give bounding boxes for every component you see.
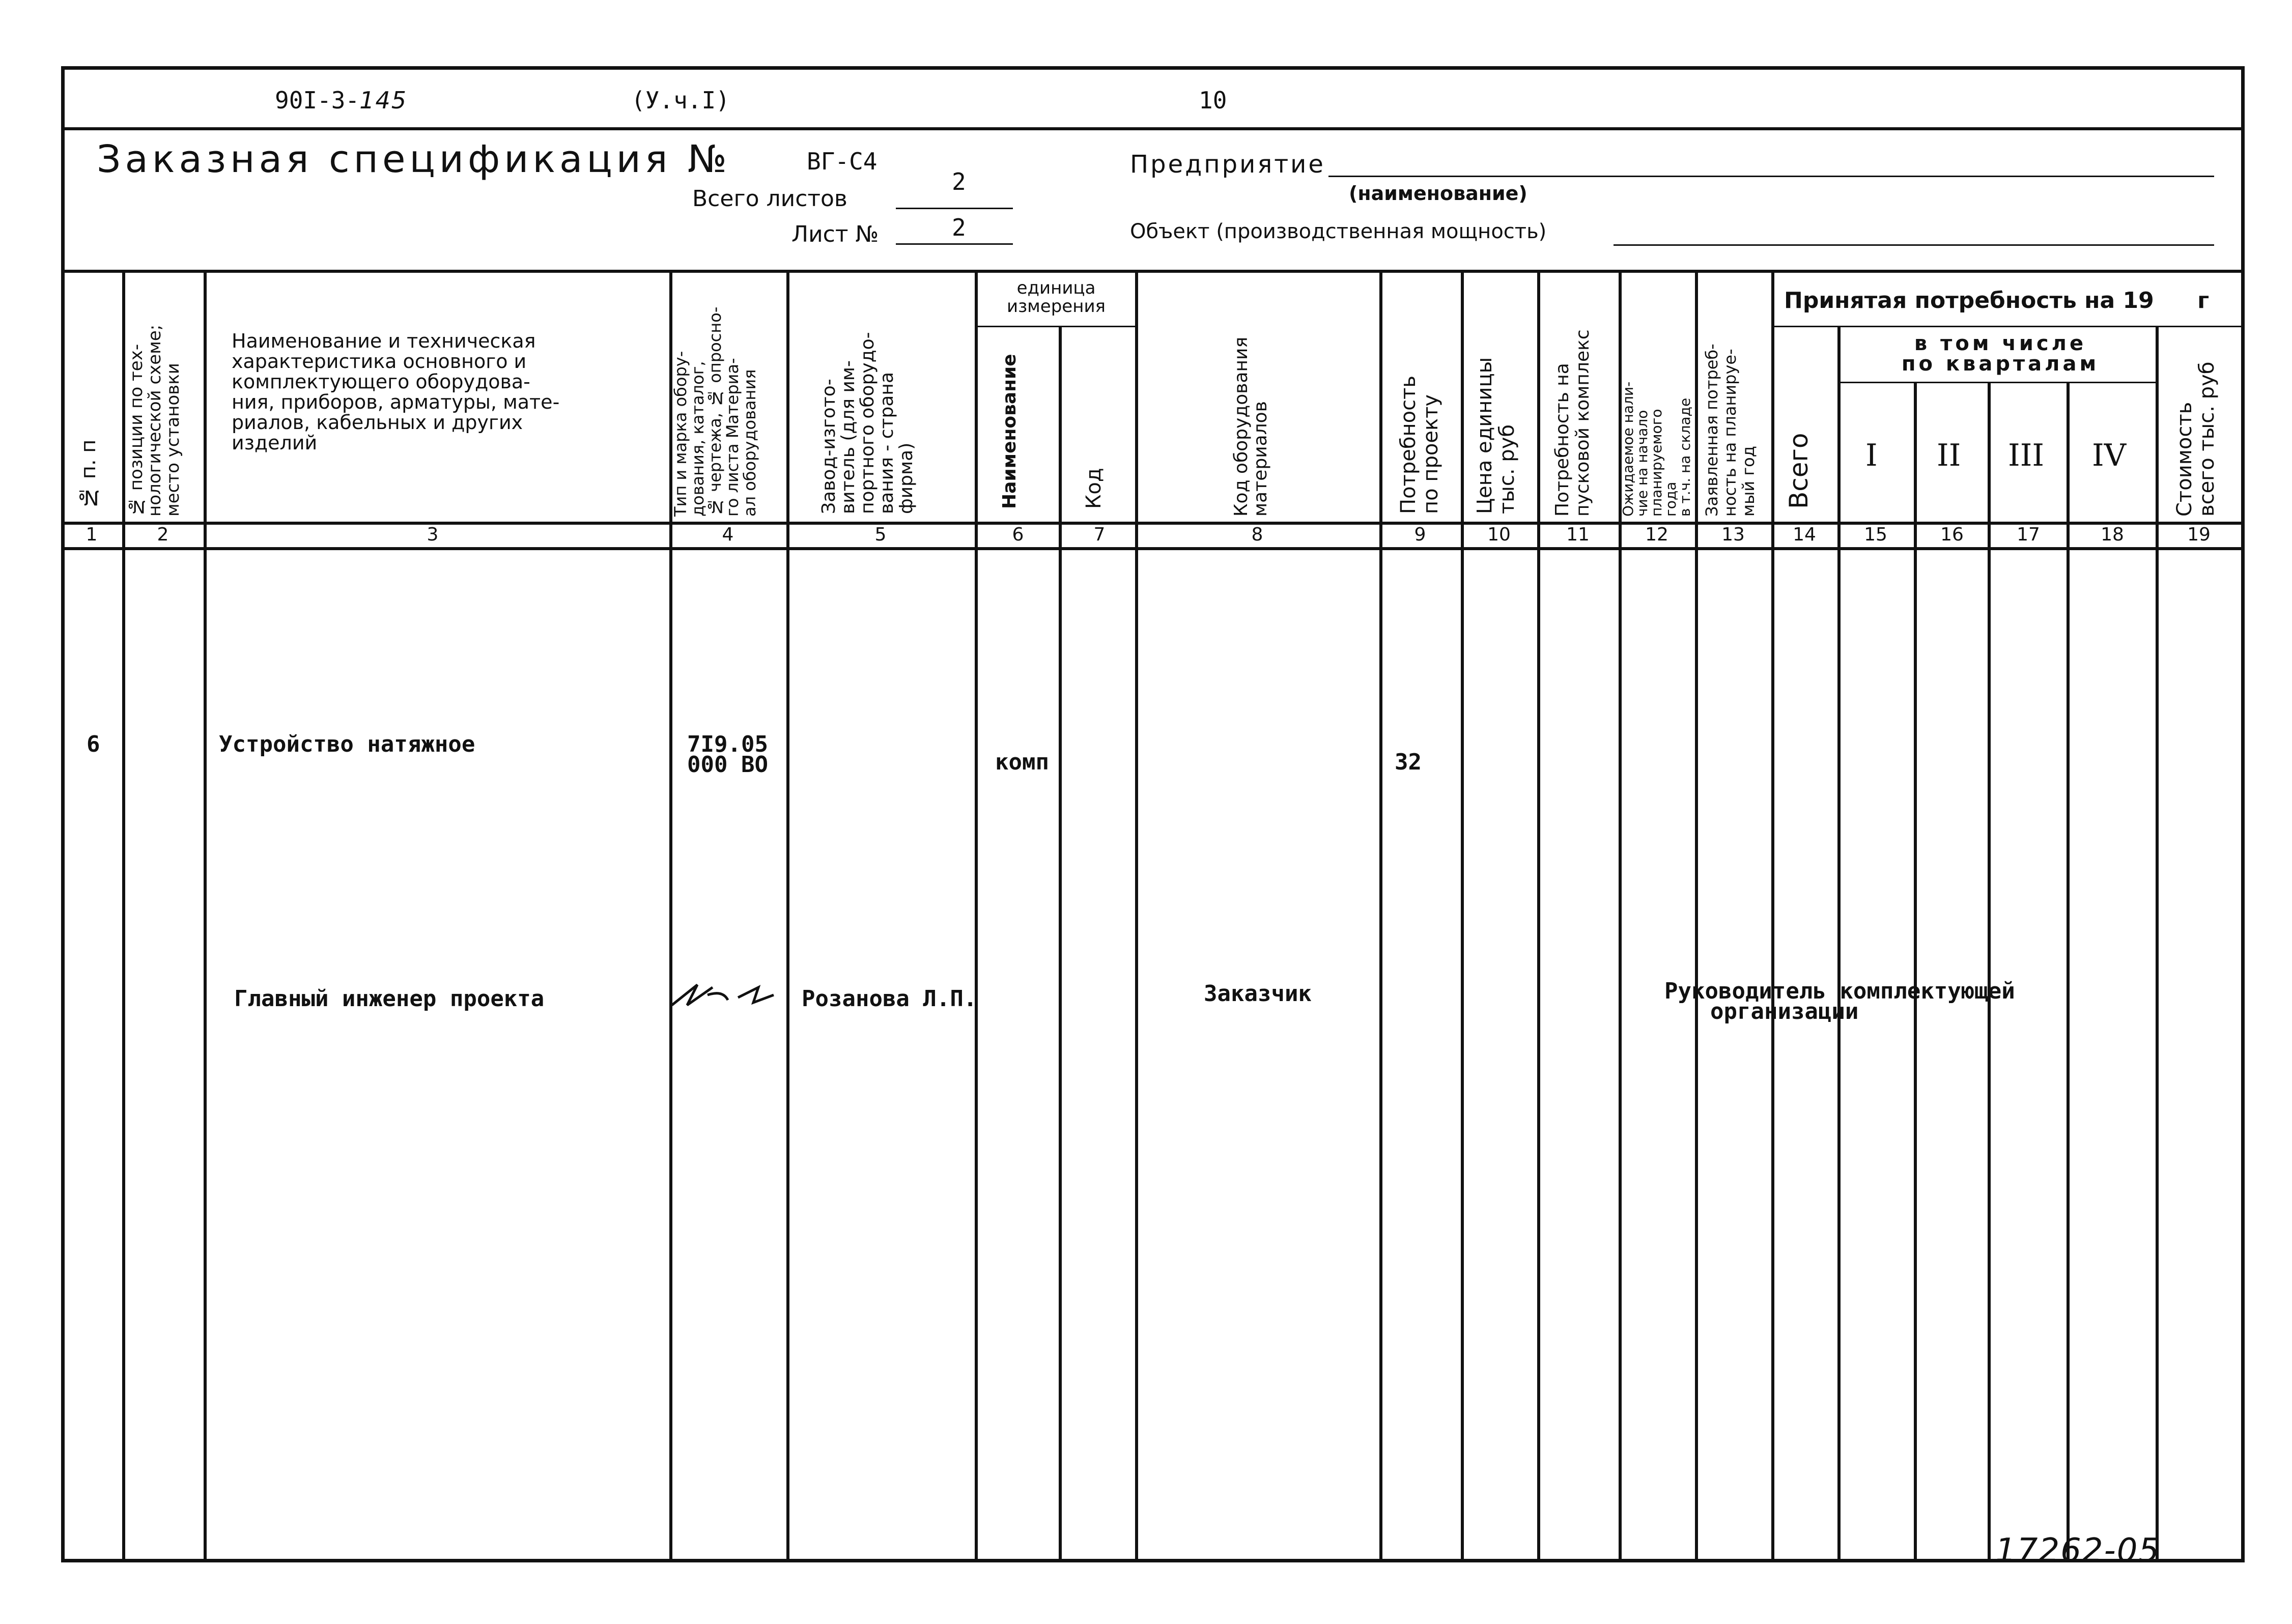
colnum-1: 1 <box>86 524 98 545</box>
colline-4 <box>786 270 789 1562</box>
sheet-value: 2 <box>952 214 966 241</box>
quarter-1-header: I <box>1865 438 1878 473</box>
quarters-group-header: в том числе по кварталам <box>1901 332 2100 376</box>
supplier-label-line1: Руководитель комплектующей <box>1664 978 2015 1004</box>
col-header-2: № позиции по тех- нологической схеме; место установки <box>126 324 183 517</box>
total-sheets-underline <box>896 208 1013 209</box>
colnum-3: 3 <box>427 524 439 545</box>
doc-code <box>275 87 407 114</box>
colnum-17: 17 <box>2017 524 2040 545</box>
rule-unit-group <box>975 326 1135 327</box>
colline-7 <box>1135 270 1138 1562</box>
quarter-4-header: IV <box>2092 438 2127 473</box>
rule-top-strip <box>61 127 2245 130</box>
sheet-label: Лист № <box>791 221 879 247</box>
colnum-11: 11 <box>1566 524 1590 545</box>
colline-8 <box>1379 270 1382 1562</box>
quarter-2-header: II <box>1937 438 1961 473</box>
colnum-16: 16 <box>1940 524 1964 545</box>
enterprise-underline <box>1328 176 2214 177</box>
col-header-12: Ожидаемое нали- чие на начало планируемого года в т.ч. на складе <box>1620 381 1693 517</box>
colline-1 <box>122 270 125 1562</box>
spec-number: ВГ-С4 <box>807 148 878 175</box>
chief-engineer-label: Главный инженер проекта <box>234 986 545 1012</box>
col-header-4: Тип и марка обору- дования, каталог, № чертежа, № опросно- го листа Материа- ал оборудования <box>671 306 759 517</box>
colnum-6: 6 <box>1012 524 1024 545</box>
page-title: Заказная спецификация № <box>97 137 731 181</box>
customer-label: Заказчик <box>1204 981 1312 1007</box>
colline-5 <box>975 270 978 1562</box>
accepted-suffix: г <box>2197 288 2210 314</box>
col-header-14: Всего <box>1784 433 1814 509</box>
col-header-8: Код оборудования материалов <box>1231 336 1271 517</box>
colnum-8: 8 <box>1251 524 1263 545</box>
colnum-9: 9 <box>1414 524 1426 545</box>
colline-15 <box>1914 382 1917 1562</box>
colline-2 <box>204 270 207 1562</box>
accepted-label: Принятая потребность на 19 <box>1784 288 2154 314</box>
colline-16 <box>1988 382 1991 1562</box>
quarter-3-header: III <box>2008 438 2045 473</box>
stamp-number: 17262-05 <box>1995 1532 2161 1570</box>
col-header-19: Стоимость всего тыс. руб <box>2173 361 2219 517</box>
colnum-12: 12 <box>1645 524 1668 545</box>
row-type-line2: 000 ВО <box>687 752 768 778</box>
rule-colnumbers-top <box>61 522 2245 525</box>
object-underline <box>1614 244 2214 246</box>
part-label: (У.ч.I) <box>631 87 730 114</box>
colline-6 <box>1059 326 1062 1562</box>
colline-9 <box>1461 270 1464 1562</box>
colline-13 <box>1771 270 1774 1562</box>
chief-engineer-signature <box>667 975 789 1015</box>
col-header-3: Наименование и техническая характеристика основного и комплектующего оборудова- ния, приборов, арматуры, мате- риалов, кабельных и других изделий <box>232 330 560 454</box>
colnum-15: 15 <box>1864 524 1887 545</box>
enterprise-label: Предприятие <box>1130 150 1325 179</box>
colnum-10: 10 <box>1487 524 1511 545</box>
col-header-6: Наименование <box>999 354 1020 509</box>
page-number: 10 <box>1199 87 1227 114</box>
colnum-5: 5 <box>874 524 887 545</box>
total-sheets-label: Всего листов <box>692 186 847 212</box>
row-number: 6 <box>87 731 100 757</box>
row-need: 32 <box>1395 749 1422 775</box>
colnum-7: 7 <box>1093 524 1106 545</box>
rule-colnumbers-bottom <box>61 547 2245 550</box>
col-header-5: Завод-изгото- витель (для им- портного оборудо- вания - страна фирма) <box>818 332 917 514</box>
rule-quarters-group <box>1837 382 2156 383</box>
row-unit: комп <box>995 749 1049 775</box>
colline-17 <box>2067 382 2070 1562</box>
col-header-11: Потребность на пусковой комплекс <box>1552 329 1593 517</box>
rule-accepted-group <box>1771 326 2245 327</box>
accepted-group-header <box>1784 288 2209 314</box>
colnum-18: 18 <box>2101 524 2124 545</box>
rule-header-bottom <box>61 270 2245 273</box>
colline-12 <box>1695 270 1698 1562</box>
colline-14 <box>1837 326 1841 1562</box>
row-type-line1: 7I9.05 <box>687 731 768 757</box>
colnum-4: 4 <box>722 524 734 545</box>
doc-code-handwritten: 145 <box>359 87 407 114</box>
colnum-2: 2 <box>157 524 169 545</box>
row-item-name: Устройство натяжное <box>219 731 475 757</box>
col-header-9: Потребность по проекту <box>1397 375 1442 514</box>
col-header-13: Заявленная потреб- ность на планируе- мый год <box>1702 344 1758 517</box>
chief-engineer-name: Розанова Л.П. <box>802 986 977 1012</box>
col-header-10: Цена единицы тыс. руб <box>1473 357 1519 514</box>
colnum-14: 14 <box>1793 524 1816 545</box>
colnum-13: 13 <box>1721 524 1745 545</box>
supplier-label-line2: организации <box>1710 999 1859 1024</box>
object-label: Объект (производственная мощность) <box>1130 220 1547 243</box>
unit-group-header: единица измерения <box>1006 278 1106 317</box>
enterprise-note: (наименование) <box>1349 182 1527 205</box>
col-header-7: Код <box>1082 468 1106 509</box>
sheet-underline <box>896 243 1013 245</box>
colline-18 <box>2156 326 2159 1562</box>
colnum-19: 19 <box>2187 524 2211 545</box>
col-header-1: № п. п <box>77 439 100 509</box>
total-sheets-value: 2 <box>952 168 966 195</box>
doc-code-prefix: 90I-3- <box>275 87 360 114</box>
colline-10 <box>1537 270 1540 1562</box>
